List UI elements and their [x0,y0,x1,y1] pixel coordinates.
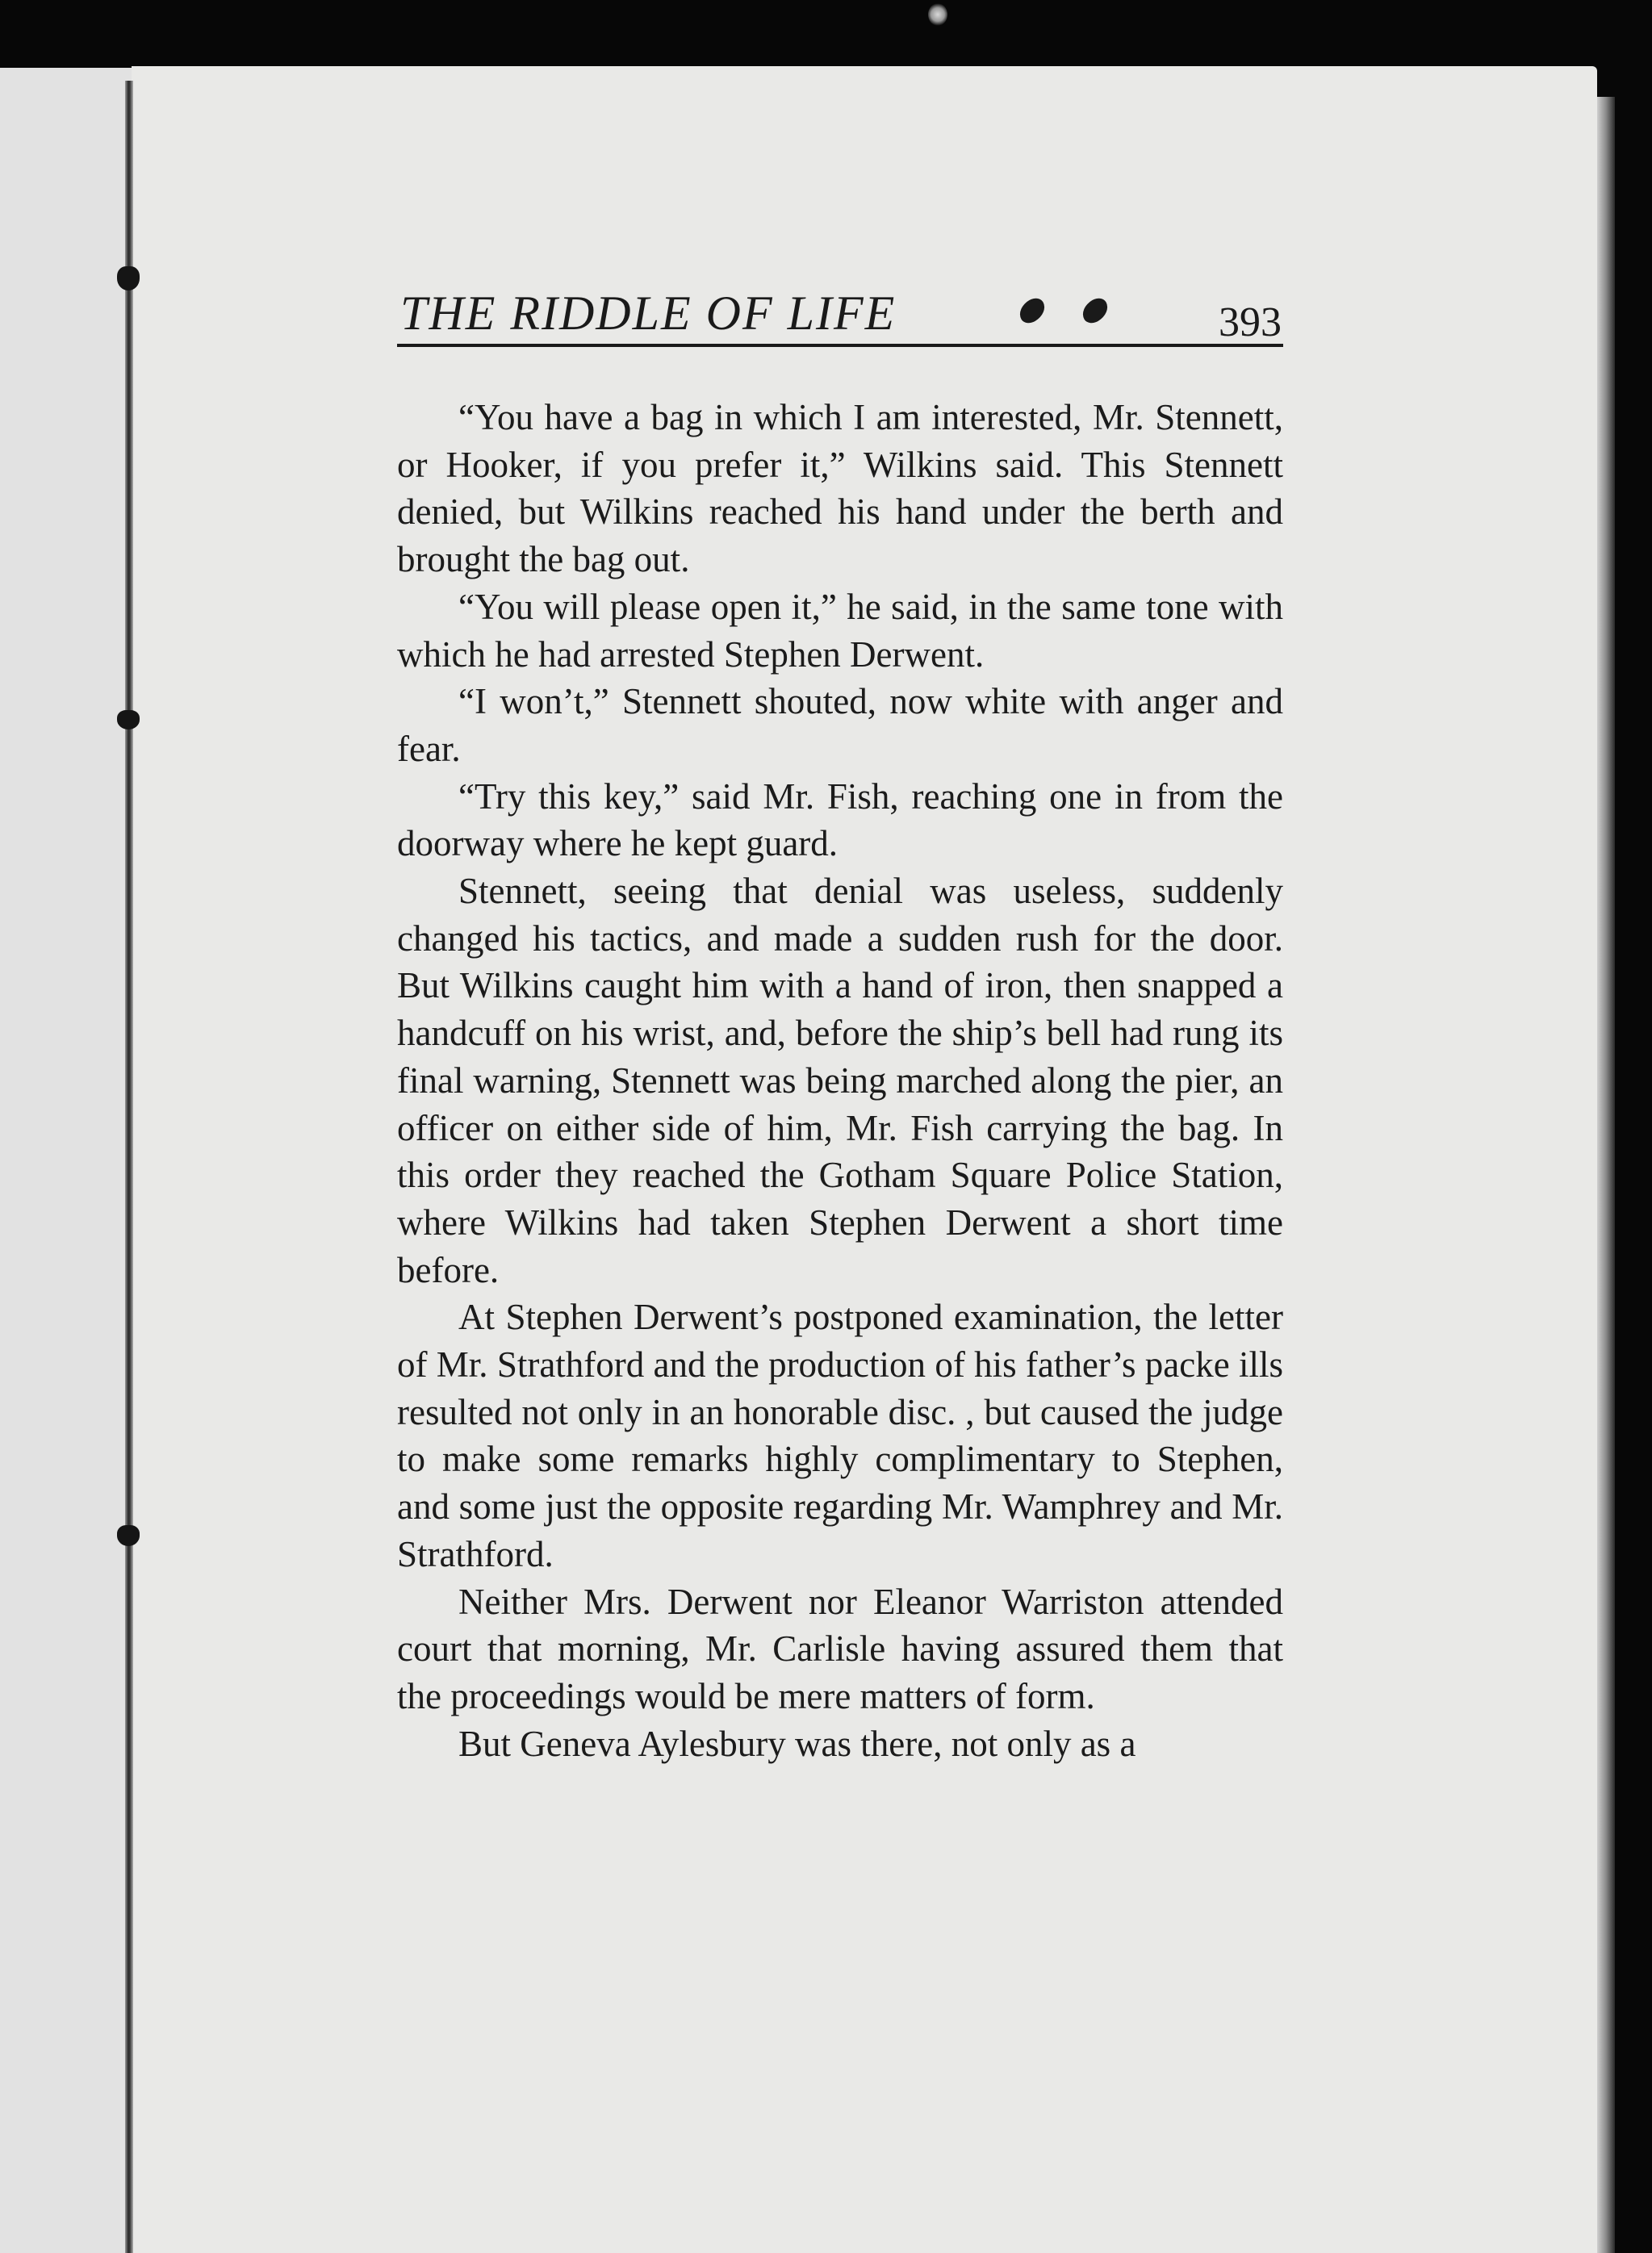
leaf-ornament-icon [1078,295,1112,327]
paragraph: “Try this key,” said Mr. Fish, reaching one in from the doorway where he kept guard. [397,775,1283,864]
paragraph: Stennett, seeing that denial was useless, suddenly changed his tactics, and made a sudden rush for the door. But Wilkins caught him with a hand of iron, then snapped a handcuff on his wrist, and, before the ship’s bell had rung its final warning, Stennett was being marched along the pier, an officer on either side of him, Mr. Fish carrying the bag. In this order they reached the Gotham Square Police Station, where Wilkins had taken Stephen Derwent a short time before. [397,871,1283,1290]
binding-spine [125,81,133,2253]
binding-clip-lower [117,1525,140,1546]
paragraph: “You have a bag in which I am interested, Mr. Stennett, or Hooker, if you prefer it,” Wilkins said. This Stennett denied, but Wilkins reached his hand under the berth and brought the bag out. [397,397,1283,580]
paragraph: At Stephen Derwent’s postponed examination, the letter of Mr. Strathford and the production of his father’s packe ills resulted not only in an honorable disc. , but caused the judge to make some remarks highly complimentary to Stephen, and some just the opposite regarding Mr. Wamphrey and Mr. Strathford. [397,1297,1283,1574]
paragraph: But Geneva Aylesbury was there, not only as a [458,1723,1136,1764]
paragraph: Neither Mrs. Derwent nor Eleanor Warriston attended court that morning, Mr. Carlisle having assured them that the proceedings would be mere matters of form. [397,1581,1283,1716]
page-number: 393 [1219,299,1282,345]
binding-clip-middle [117,710,140,729]
leaf-ornament-icon [1015,295,1049,327]
page-body [397,394,1283,1767]
scan-speck [928,3,947,26]
page-edge-shadow [1597,97,1615,2253]
running-header [397,282,1283,347]
facing-page-edge [0,68,132,2253]
paragraph: “I won’t,” Stennett shouted, now white with anger and fear. [397,681,1283,769]
paragraph: “You will please open it,” he said, in the same tone with which he had arrested Stephen Derwent. [397,586,1283,675]
binding-clip-top [117,266,140,291]
running-title: THE RIDDLE OF LIFE [400,286,897,340]
